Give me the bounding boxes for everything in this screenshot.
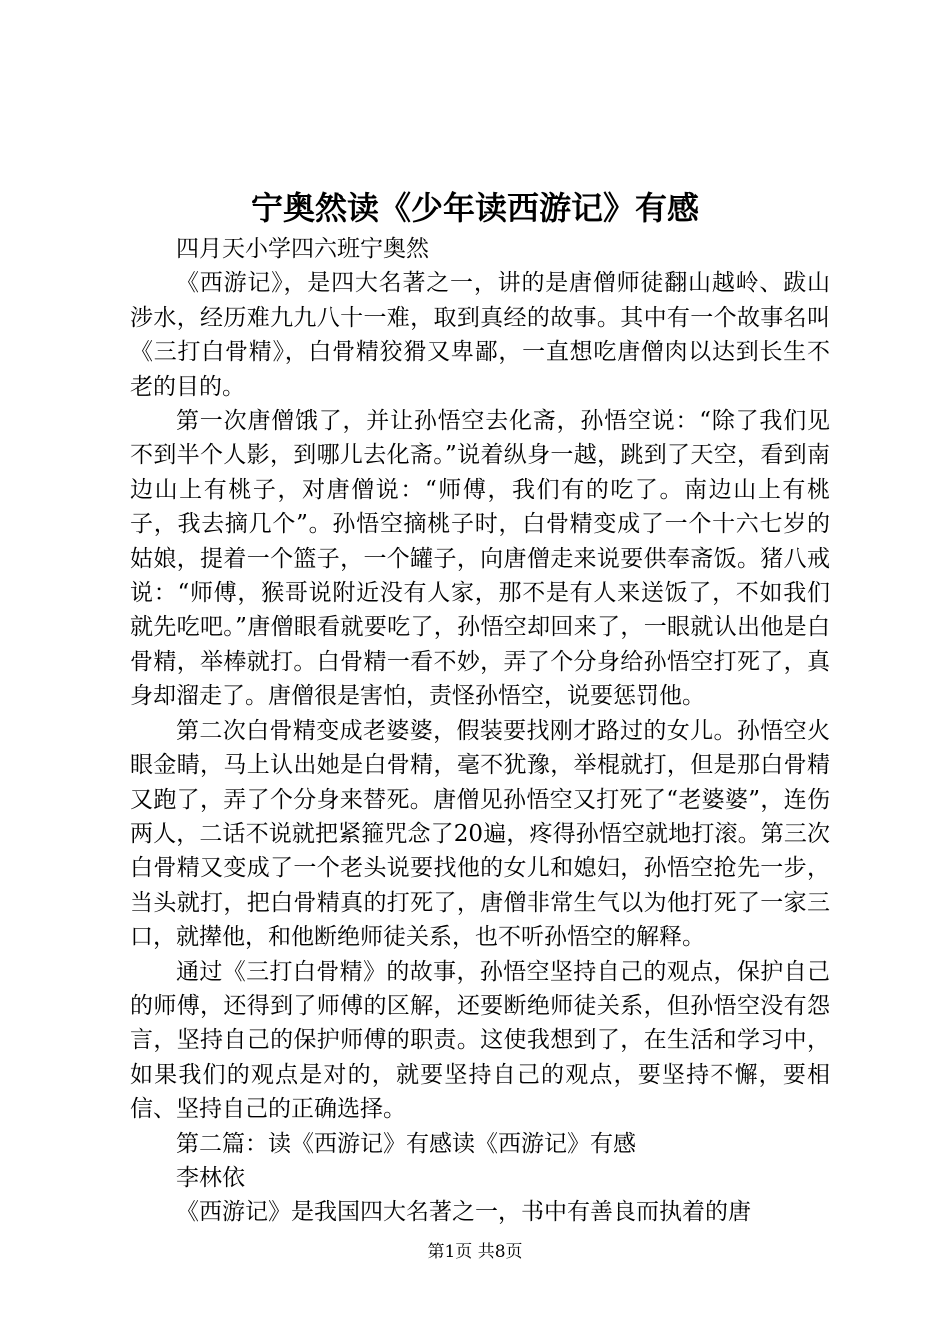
document-title: 宁奥然读《少年读西游记》有感 — [250, 189, 699, 227]
paragraph-second-third-encounter: 第二次白骨精变成老婆婆，假装要找刚才路过的女儿。孙悟空火眼金睛，马上认出她是白骨精，毫不犹豫，举棍就打，但是那白骨精又跑了，弄了个分身来替死。唐僧见孙悟空又打死了“老婆婆”，连伤两人，二话不说就把紧箍咒念了20遍，疼得孙悟空就地打滚。第三次白骨精又变成了一个老头说要找他的女儿和媳妇，孙悟空抢先一步，当头就打，把白骨精真的打死了，唐僧非常生气以为他打死了一家三口，就撵他，和他断绝师徒关系，也不听孙悟空的解释。 — [130, 717, 830, 951]
paragraph-reflection: 通过《三打白骨精》的故事，孙悟空坚持自己的观点，保护自己的师傅，还得到了师傅的区解，还要断绝师徒关系，但孙悟空没有怨言，坚持自己的保护师傅的职责。这使我想到了，在生活和学习中，如果我们的观点是对的，就要坚持自己的观点，要坚持不懈，要相信、坚持自己的正确选择。 — [130, 958, 830, 1123]
page-footer: 第1页 共8页 — [427, 1242, 523, 1262]
document-body — [130, 232, 830, 1230]
paragraph-first-encounter: 第一次唐僧饿了，并让孙悟空去化斋，孙悟空说：“除了我们见不到半个人影，到哪儿去化斋。”说着纵身一越，跳到了天空，看到南边山上有桃子，对唐僧说：“师傅，我们有的吃了。南边山上有桃子，我去摘几个”。孙悟空摘桃子时，白骨精变成了一个十六七岁的姑娘，提着一个篮子，一个罐子，向唐僧走来说要供奉斋饭。猪八戒说：“师傅，猴哥说附近没有人家，那不是有人来送饭了，不如我们就先吃吧。”唐僧眼看就要吃了，孙悟空却回来了，一眼就认出他是白骨精，举棒就打。白骨精一看不妙，弄了个分身给孙悟空打死了，真身却溜走了。唐僧很是害怕，责怪孙悟空，说要惩罚他。 — [130, 408, 830, 710]
section-heading-second: 第二篇：读《西游记》有感读《西游记》有感 — [176, 1130, 636, 1157]
author-line: 四月天小学四六班宁奥然 — [176, 236, 429, 262]
author-line-second: 李林依 — [176, 1164, 245, 1191]
paragraph-intro: 《西游记》，是四大名著之一，讲的是唐僧师徒翻山越岭、跋山涉水，经历难九九八十一难，取到真经的故事。其中有一个故事名叫《三打白骨精》，白骨精狡猾又卑鄙，一直想吃唐僧肉以达到长生不老的目的。 — [130, 270, 830, 400]
paragraph-second-intro: 《西游记》是我国四大名著之一，书中有善良而执着的唐 — [176, 1199, 751, 1226]
